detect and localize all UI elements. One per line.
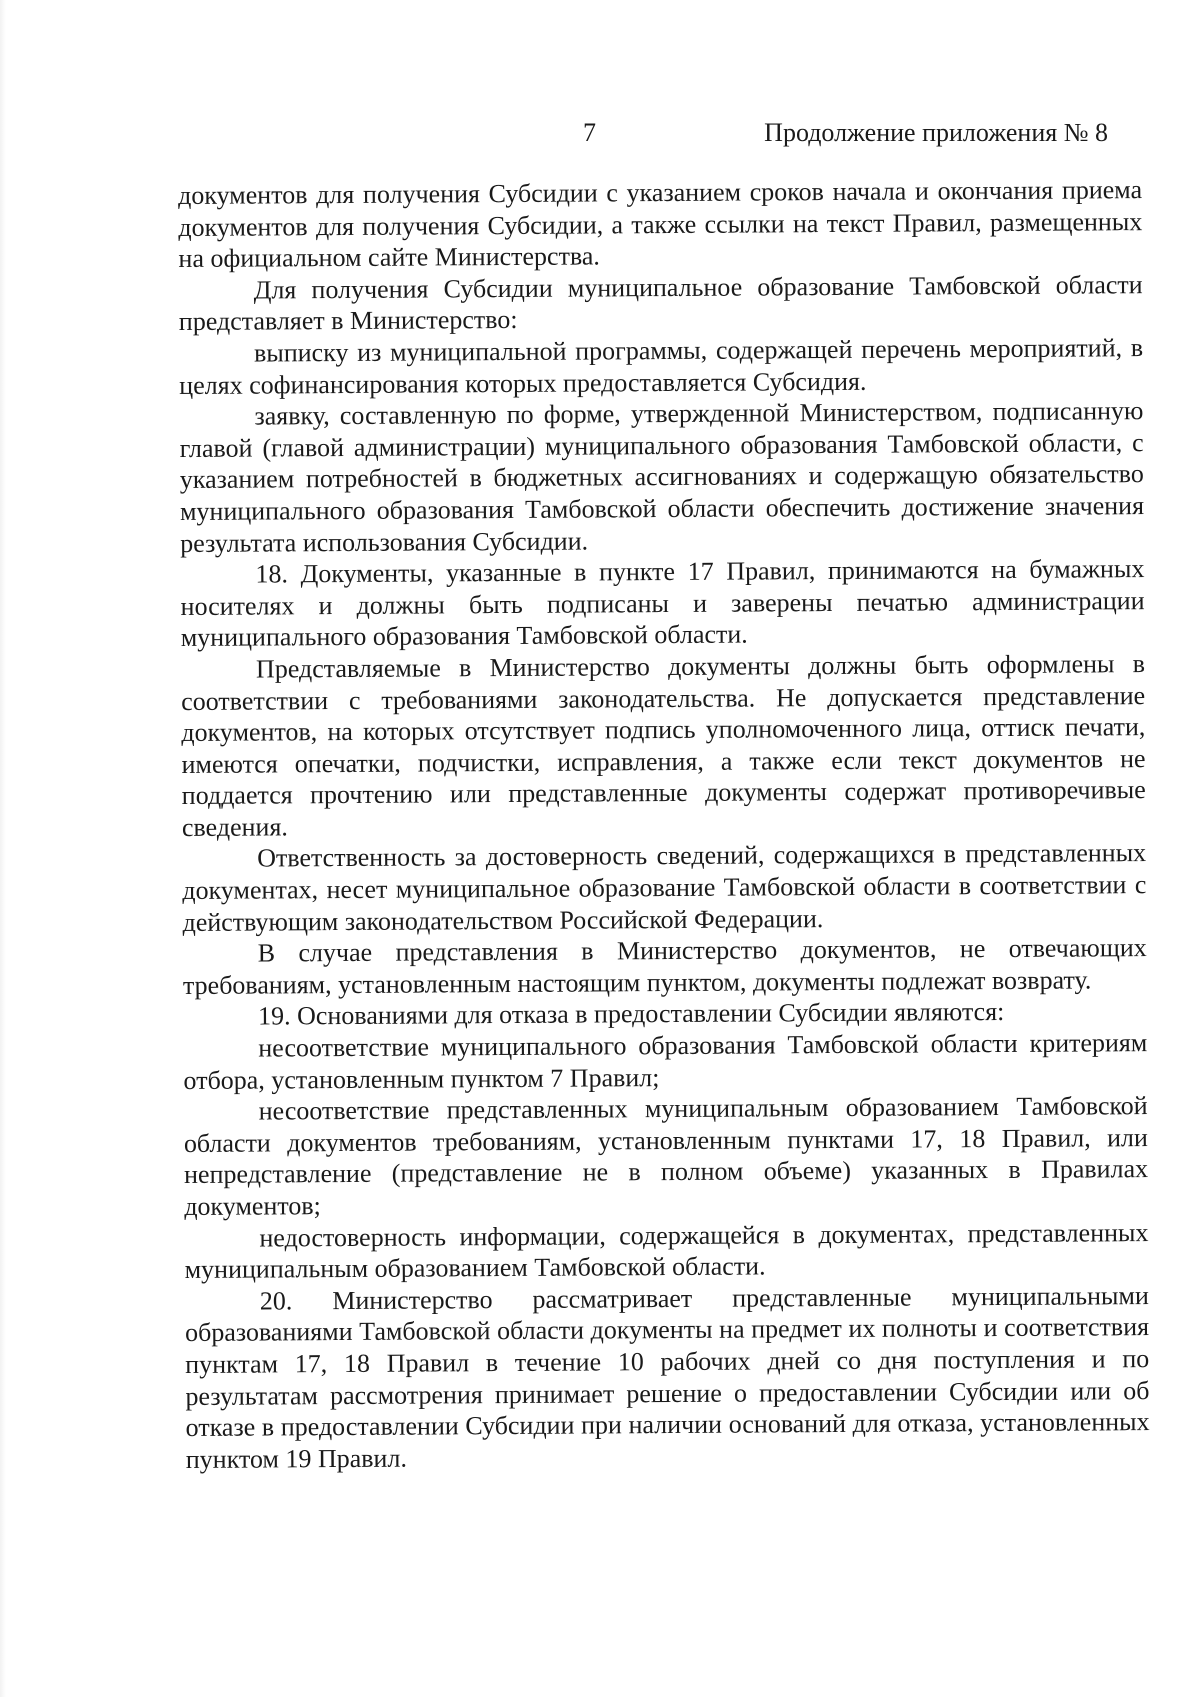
paragraph: несоответствие муниципального образования Тамбовской области критериям отбора, установленным пунктом 7 Правил; xyxy=(183,1028,1148,1095)
document-body xyxy=(178,174,1150,1475)
appendix-continuation-label: Продолжение приложения № 8 xyxy=(764,118,1108,147)
paragraph: выписку из муниципальной программы, содержащей перечень мероприятий, в целях софинансирования которых предоставляется Субсидия. xyxy=(179,333,1144,400)
paragraph: заявку, составленную по форме, утвержденной Министерством, подписанную главой (главой администрации) муниципального образования Тамбовской области, с указанием потребностей в бюджетных ассигнованиях и содержащую обязательство муниципального образования Тамбовской области обеспечить достижение значения результата использования Субсидии. xyxy=(179,396,1145,558)
paragraph: Для получения Субсидии муниципальное образование Тамбовской области представляет в Министерство: xyxy=(178,269,1143,337)
paragraph: Представляемые в Министерство документы должны быть оформлены в соответствии с требованиями законодательства. Не допускается представление документов, на которых отсутствует подпись уполномоченного лица, оттиск печати, имеются опечатки, подчистки, исправления, а также если текст документов не поддается прочтению или представленные документы содержат противоречивые сведения. xyxy=(181,649,1146,842)
page-number: 7 xyxy=(583,118,596,147)
paragraph-clause-18: 18. Документы, указанные в пункте 17 Правил, принимаются на бумажных носителях и должны быть подписаны и заверены печатью администрации муниципального образования Тамбовской области. xyxy=(180,554,1145,653)
paragraph-continued: документов для получения Субсидии с указанием сроков начала и окончания приема документов для получения Субсидии, а также ссылки на текст Правил, размещенных на официальном сайте Министерства. xyxy=(178,175,1143,274)
paragraph-clause-19: 19. Основаниями для отказа в предоставлении Субсидии являются: xyxy=(258,997,1005,1031)
paragraph: Ответственность за достоверность сведений, содержащихся в представленных документах, несет муниципальное образование Тамбовской области в соответствии с действующим законодательством Российской Федерации. xyxy=(182,838,1147,937)
paragraph: несоответствие представленных муниципальным образованием Тамбовской области документов требованиям, установленным пунктами 17, 18 Правил, или непредставление (представление не в полном объеме) указанных в Правилах документов; xyxy=(183,1091,1149,1221)
page-header xyxy=(0,118,1200,152)
scan-edge xyxy=(0,0,6,1697)
paragraph: недостоверность информации, содержащейся в документах, представленных муниципальным образованием Тамбовской области. xyxy=(184,1217,1149,1285)
paragraph: В случае представления в Министерство документов, не отвечающих требованиям, установленным настоящим пунктом, документы подлежат возврату. xyxy=(182,933,1147,1000)
paragraph-clause-20: 20. Министерство рассматривает представленные муниципальными образованиями Тамбовской области документы на предмет их полноты и соответствия пунктам 17, 18 Правил в течение 10 рабочих дней со дня поступления и по результатам рассмотрения принимает решение о предоставлении Субсидии или об отказе в предоставлении Субсидии при наличии оснований для отказа, установленных пунктом 19 Правил. xyxy=(184,1280,1150,1474)
